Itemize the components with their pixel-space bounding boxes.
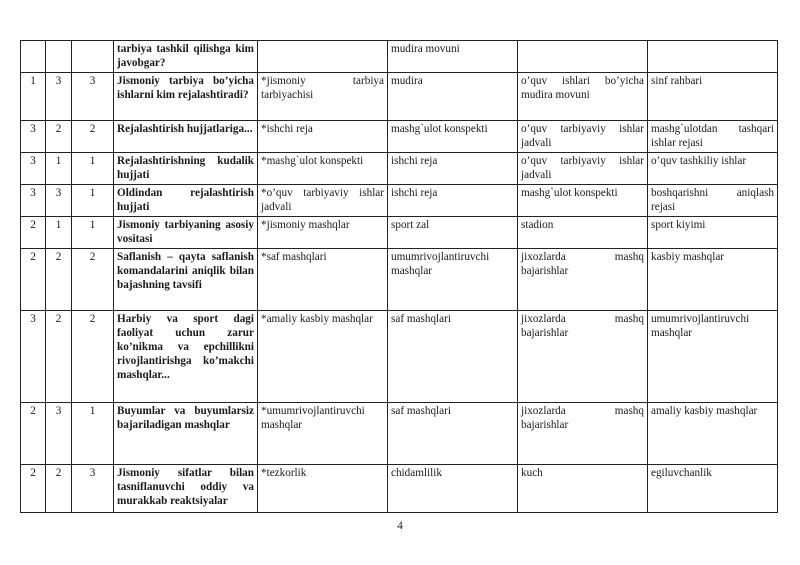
option-d-cell: boshqarishni aniqlash rejasi <box>648 185 778 217</box>
level-cell: 1 <box>72 217 114 249</box>
option-b-cell: sport zal <box>388 217 518 249</box>
row-index-cell: 3 <box>21 153 46 185</box>
option-c-cell: jixozlarda mashq bajarishlar <box>518 311 648 403</box>
option-d-cell: egiluvchanlik <box>648 465 778 513</box>
correct-answer-cell: *jismoniy tarbiya tarbiyachisi <box>258 73 388 121</box>
option-d-cell: o’quv tashkiliy ishlar <box>648 153 778 185</box>
row-index-cell: 2 <box>21 217 46 249</box>
level-cell <box>72 41 114 73</box>
table-row <box>21 465 778 513</box>
option-c-cell: o’quv tarbiyaviy ishlar jadvali <box>518 153 648 185</box>
option-d-cell <box>648 41 778 73</box>
question-cell: Oldindan rejalashtirish hujjati <box>114 185 258 217</box>
row-index-cell: 3 <box>21 185 46 217</box>
correct-answer-cell: *umumrivojlantiruvchi mashqlar <box>258 403 388 465</box>
option-d-cell: umumrivojlantiruvchi mashqlar <box>648 311 778 403</box>
option-c-cell: o’quv ishlari bo’yicha mudira movuni <box>518 73 648 121</box>
table-row <box>21 41 778 73</box>
option-b-cell: saf mashqlari <box>388 311 518 403</box>
option-b-cell: mashg`ulot konspekti <box>388 121 518 153</box>
level-cell: 1 <box>72 153 114 185</box>
difficulty-cell: 2 <box>46 249 72 311</box>
level-cell: 1 <box>72 403 114 465</box>
question-cell: Jismoniy sifatlar bilan tasniflanuvchi oddiy va murakkab reaktsiyalar <box>114 465 258 513</box>
level-cell: 2 <box>72 249 114 311</box>
table-row <box>21 403 778 465</box>
page-number: 4 <box>397 520 403 532</box>
table-row <box>21 121 778 153</box>
option-d-cell: sport kiyimi <box>648 217 778 249</box>
table-row <box>21 153 778 185</box>
row-index-cell <box>21 41 46 73</box>
correct-answer-cell: *amaliy kasbiy mashqlar <box>258 311 388 403</box>
correct-answer-cell: *mashg`ulot konspekti <box>258 153 388 185</box>
option-b-cell: ishchi reja <box>388 153 518 185</box>
option-b-cell: mudira movuni <box>388 41 518 73</box>
table-row <box>21 185 778 217</box>
option-d-cell: mashg`ulotdan tashqari ishlar rejasi <box>648 121 778 153</box>
row-index-cell: 1 <box>21 73 46 121</box>
row-index-cell: 2 <box>21 403 46 465</box>
correct-answer-cell: *ishchi reja <box>258 121 388 153</box>
difficulty-cell: 3 <box>46 73 72 121</box>
difficulty-cell: 1 <box>46 217 72 249</box>
option-b-cell: umumrivojlantiruvchi mashqlar <box>388 249 518 311</box>
difficulty-cell: 2 <box>46 465 72 513</box>
table-row <box>21 311 778 403</box>
level-cell: 2 <box>72 121 114 153</box>
table-row <box>21 73 778 121</box>
option-b-cell: saf mashqlari <box>388 403 518 465</box>
correct-answer-cell <box>258 41 388 73</box>
option-b-cell: chidamlilik <box>388 465 518 513</box>
correct-answer-cell: *saf mashqlari <box>258 249 388 311</box>
level-cell: 3 <box>72 465 114 513</box>
option-b-cell: mudira <box>388 73 518 121</box>
option-c-cell <box>518 41 648 73</box>
row-index-cell: 2 <box>21 249 46 311</box>
level-cell: 2 <box>72 311 114 403</box>
option-c-cell: o’quv tarbiyaviy ishlar jadvali <box>518 121 648 153</box>
table-row <box>21 217 778 249</box>
option-c-cell: jixozlarda mashq bajarishlar <box>518 403 648 465</box>
question-cell: Rejalashtirishning kudalik hujjati <box>114 153 258 185</box>
difficulty-cell: 2 <box>46 121 72 153</box>
correct-answer-cell: *tezkorlik <box>258 465 388 513</box>
question-cell: Jismoniy tarbiya bo’yicha ishlarni kim rejalashtiradi? <box>114 73 258 121</box>
table-row <box>21 249 778 311</box>
row-index-cell: 2 <box>21 465 46 513</box>
row-index-cell: 3 <box>21 311 46 403</box>
row-index-cell: 3 <box>21 121 46 153</box>
option-d-cell: amaliy kasbiy mashqlar <box>648 403 778 465</box>
correct-answer-cell: *jismoniy mashqlar <box>258 217 388 249</box>
questions-table <box>20 40 778 513</box>
option-c-cell: stadion <box>518 217 648 249</box>
level-cell: 1 <box>72 185 114 217</box>
question-cell: Rejalashtirish hujjatlariga... <box>114 121 258 153</box>
option-c-cell: kuch <box>518 465 648 513</box>
difficulty-cell: 3 <box>46 403 72 465</box>
option-d-cell: sinf rahbari <box>648 73 778 121</box>
level-cell: 3 <box>72 73 114 121</box>
difficulty-cell: 3 <box>46 185 72 217</box>
option-c-cell: mashg`ulot konspekti <box>518 185 648 217</box>
option-c-cell: jixozlarda mashq bajarishlar <box>518 249 648 311</box>
option-b-cell: ishchi reja <box>388 185 518 217</box>
question-cell: Harbiy va sport dagi faoliyat uchun zarur ko’nikma va epchillikni rivojlantirishga ko’makchi mashqlar... <box>114 311 258 403</box>
difficulty-cell: 1 <box>46 153 72 185</box>
question-cell: Jismoniy tarbiyaning asosiy vositasi <box>114 217 258 249</box>
question-cell: Buyumlar va buyumlarsiz bajariladigan mashqlar <box>114 403 258 465</box>
correct-answer-cell: *o’quv tarbiyaviy ishlar jadvali <box>258 185 388 217</box>
difficulty-cell <box>46 41 72 73</box>
option-d-cell: kasbiy mashqlar <box>648 249 778 311</box>
difficulty-cell: 2 <box>46 311 72 403</box>
question-cell: Saflanish – qayta saflanish komandalarini aniqlik bilan bajashning tavsifi <box>114 249 258 311</box>
question-cell: tarbiya tashkil qilishga kim javobgar? <box>114 41 258 73</box>
